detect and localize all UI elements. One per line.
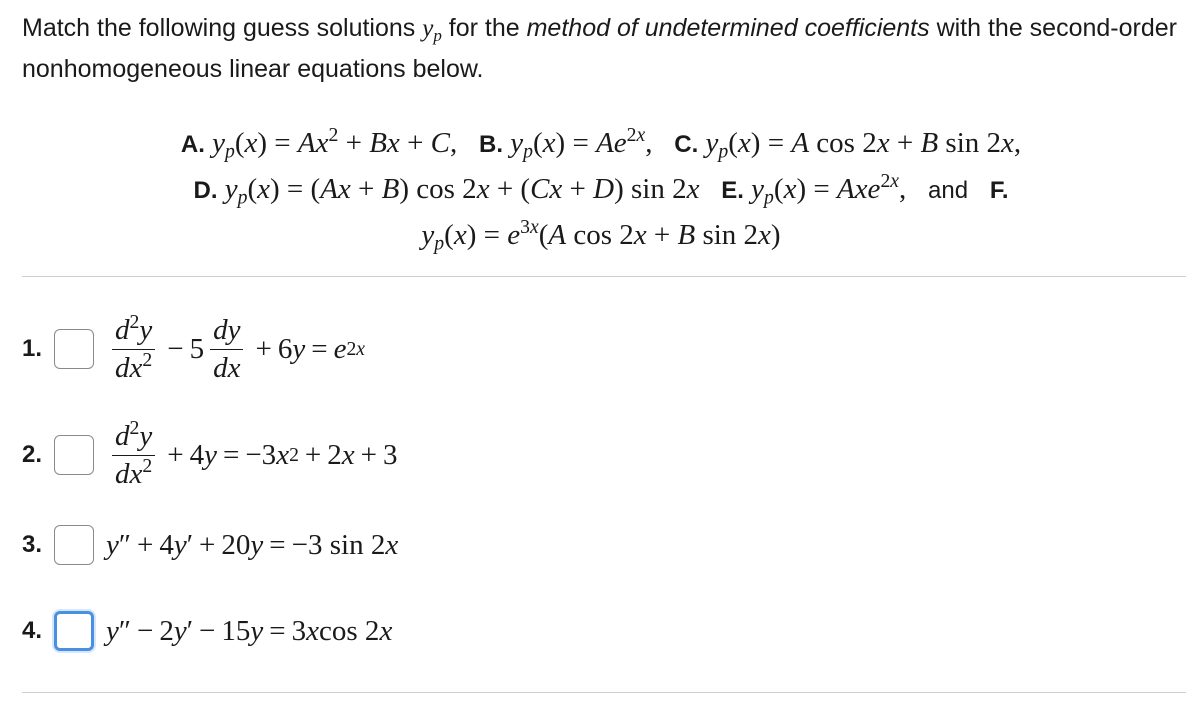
- option-c-formula: $y_p(x) = A$ cos 2x + B sin 2x,: [705, 127, 1022, 163]
- option-e-formula: $y_p(x) = Axe^{2x}$,: [751, 170, 907, 209]
- option-f-label: F.: [989, 177, 1009, 204]
- item-number: 3.: [22, 531, 43, 558]
- option-f-formula: $y_p(x) = e^{3x}(A$ cos 2x + B sin 2x): [421, 216, 781, 255]
- yp-symbol: $y_p$: [422, 15, 442, 45]
- options-row-2: [0, 166, 1202, 212]
- answer-input-4[interactable]: [54, 611, 94, 651]
- prompt-mid: for the: [441, 14, 527, 42]
- option-a-formula: $y_p(x) = Ax^2 + Bx + C$,: [212, 124, 458, 163]
- divider-bottom: [22, 692, 1186, 693]
- answer-input-1[interactable]: [54, 329, 94, 369]
- divider-top: [22, 276, 1186, 277]
- equation-3: y ″ + 4 y ′ + 20 y = −3 sin 2 x: [106, 528, 399, 561]
- item-number: 2.: [22, 441, 43, 468]
- options-row-1: [0, 120, 1202, 166]
- guess-solution-options: [0, 120, 1202, 258]
- answer-input-2[interactable]: [54, 435, 94, 475]
- prompt-intro: Match the following guess solutions: [22, 14, 423, 42]
- option-c-label: C.: [674, 131, 699, 158]
- equation-item-4: [22, 606, 392, 656]
- prompt-end: with the second-order nonhomogeneous linear equations below.: [22, 14, 1177, 83]
- item-number: 1.: [22, 335, 43, 362]
- equation-item-1: [22, 311, 366, 384]
- option-d-formula: $y_p(x) = (Ax + B)$ cos 2x + (Cx + D) sin 2x: [224, 173, 700, 209]
- equation-2: $\frac{d^2y}{dx^2}$ + 4 y = −3 x 2 + 2 x + 3: [106, 421, 398, 489]
- equation-1: $\frac{d^2y}{dx^2}$ − 5 $\frac{dy}{dx}$ + 6 y = e 2x: [106, 315, 365, 383]
- option-d-label: D.: [193, 177, 218, 204]
- option-a-label: A.: [180, 131, 205, 158]
- equation-4: y ″ − 2 y ′ − 15 y = 3 x cos 2 x: [106, 614, 393, 647]
- options-row-3: [0, 212, 1202, 258]
- option-e-label: E.: [721, 177, 744, 204]
- option-b-label: B.: [479, 131, 504, 158]
- item-number: 4.: [22, 617, 43, 644]
- equation-item-3: [22, 520, 398, 570]
- option-b-formula: $y_p(x) = Ae^{2x}$,: [510, 124, 653, 163]
- answer-input-3[interactable]: [54, 525, 94, 565]
- question-prompt: [22, 8, 1192, 89]
- equation-item-2: [22, 417, 398, 490]
- prompt-method: method of undetermined coefficients: [526, 14, 930, 42]
- and-text: and: [928, 177, 969, 204]
